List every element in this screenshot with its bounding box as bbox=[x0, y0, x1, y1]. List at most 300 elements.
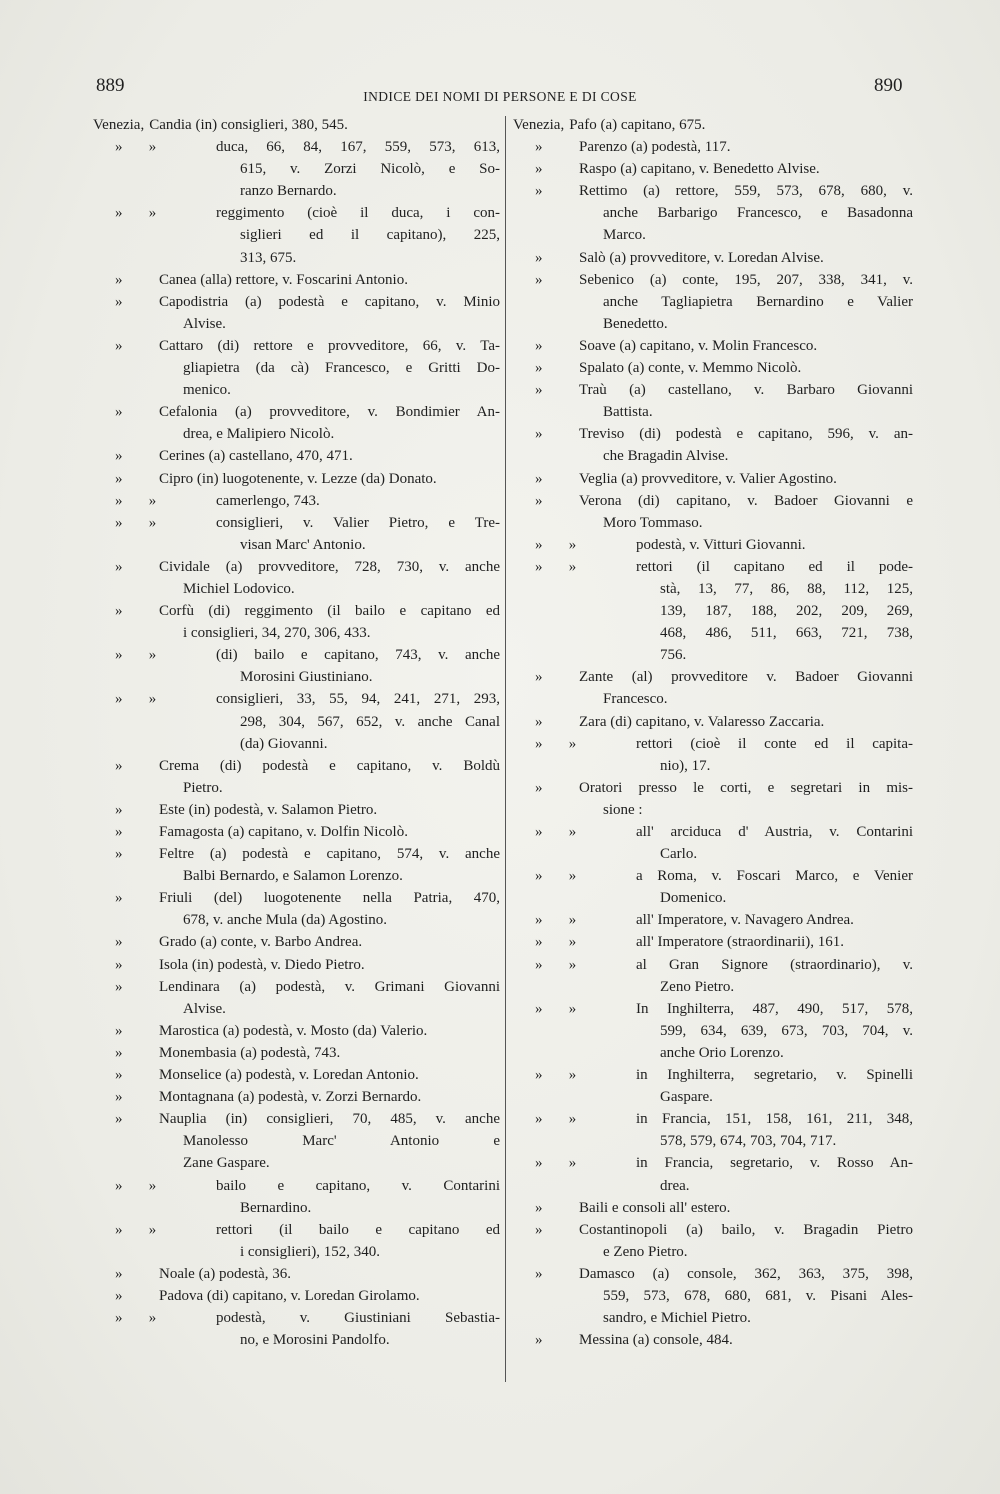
entry-line: Canea (alla) rettore, v. Foscarini Antonio. bbox=[159, 271, 408, 288]
index-entry bbox=[513, 180, 913, 246]
index-entry bbox=[93, 1064, 500, 1086]
entry-line: no, e Morosini Pandolfo. bbox=[240, 1332, 390, 1349]
entry-prefix: » » bbox=[115, 139, 157, 156]
entry-text bbox=[216, 490, 500, 512]
entry-line: consiglieri, 33, 55, 94, 241, 271, 293, bbox=[216, 691, 500, 708]
column-divider bbox=[505, 116, 506, 1382]
entry-line: Monembasia (a) podestà, 743. bbox=[159, 1044, 341, 1061]
entry-line: Marostica (a) podestà, v. Mosto (da) Valerio. bbox=[159, 1022, 428, 1039]
entry-line: visan Marc' Antonio. bbox=[240, 536, 366, 553]
entry-prefix: » » bbox=[535, 824, 577, 840]
entry-text bbox=[159, 1263, 500, 1285]
entry-prefix: » » bbox=[115, 514, 157, 531]
entry-prefix: » bbox=[535, 249, 543, 266]
entry-line: all' Imperatore (straordinarii), 161. bbox=[636, 934, 845, 951]
entry-prefix: » » bbox=[115, 647, 157, 664]
entry-text bbox=[579, 1197, 913, 1219]
entry-line: Benedetto. bbox=[603, 315, 668, 332]
entry-line: Montagnana (a) podestà, v. Zorzi Bernardo. bbox=[159, 1089, 422, 1106]
entry-text bbox=[579, 468, 913, 490]
entry-line: 313, 675. bbox=[240, 249, 297, 266]
index-entry bbox=[93, 468, 500, 490]
index-entry bbox=[93, 843, 500, 887]
index-entry bbox=[513, 379, 913, 423]
entry-prefix: » bbox=[115, 470, 123, 487]
entry-line: Moro Tommaso. bbox=[603, 514, 703, 531]
index-entry bbox=[93, 512, 500, 556]
entry-text bbox=[579, 357, 913, 379]
entry-line: Messina (a) console, 484. bbox=[579, 1332, 733, 1349]
entry-text bbox=[579, 777, 913, 821]
index-entry bbox=[513, 909, 913, 931]
index-entry bbox=[513, 556, 913, 666]
entry-line: Gaspare. bbox=[660, 1089, 713, 1106]
index-entry bbox=[513, 777, 913, 821]
entry-line: Pafo (a) capitano, 675. bbox=[569, 117, 706, 133]
entry-prefix: » bbox=[535, 669, 543, 686]
index-entry bbox=[513, 865, 913, 909]
entry-text bbox=[636, 556, 913, 666]
entry-line: drea. bbox=[660, 1177, 690, 1194]
entry-prefix: » » bbox=[535, 536, 577, 553]
entry-line: 559, 573, 678, 680, 681, v. Pisani Ales- bbox=[603, 1287, 913, 1304]
entry-text bbox=[216, 136, 500, 202]
entry-prefix: » bbox=[115, 448, 123, 465]
index-entry bbox=[93, 401, 500, 445]
entry-line: siglieri ed il capitano), 225, bbox=[240, 227, 500, 244]
index-entry bbox=[93, 976, 500, 1020]
entry-line: Zara (di) capitano, v. Valaresso Zaccaria. bbox=[579, 713, 825, 730]
entry-line: sione : bbox=[603, 801, 643, 818]
entry-prefix: » bbox=[115, 558, 123, 575]
entry-text bbox=[636, 998, 913, 1064]
entry-text bbox=[579, 666, 913, 710]
entry-text bbox=[636, 821, 913, 865]
entry-line: Lendinara (a) podestà, v. Grimani Giovanni bbox=[159, 978, 500, 995]
entry-text bbox=[636, 931, 913, 953]
index-entry bbox=[513, 666, 913, 710]
entry-text bbox=[159, 335, 500, 401]
entry-line: Balbi Bernardo, e Salamon Lorenzo. bbox=[183, 868, 403, 885]
entry-line: che Bragadin Alvise. bbox=[603, 448, 729, 465]
entry-text bbox=[569, 114, 913, 136]
entry-line: Cipro (in) luogotenente, v. Lezze (da) Donato. bbox=[159, 470, 437, 487]
entry-text bbox=[579, 1329, 913, 1351]
index-entry bbox=[93, 887, 500, 931]
entry-prefix: » bbox=[115, 934, 123, 951]
entry-text bbox=[159, 755, 500, 799]
entry-line: Isola (in) podestà, v. Diedo Pietro. bbox=[159, 956, 365, 973]
index-entry bbox=[93, 269, 500, 291]
index-entry bbox=[93, 1263, 500, 1285]
index-entry bbox=[93, 1042, 500, 1064]
entry-line: Friuli (del) luogotenente nella Patria, 470, bbox=[159, 890, 500, 907]
index-entry bbox=[93, 556, 500, 600]
entry-line: Capodistria (a) podestà e capitano, v. Minio bbox=[159, 293, 500, 310]
entry-prefix: » bbox=[115, 1265, 123, 1282]
entry-text bbox=[636, 1152, 913, 1196]
entry-line: a Roma, v. Foscari Marco, e Venier bbox=[636, 868, 913, 885]
entry-line: gliapietra (da cà) Francesco, e Gritti Do- bbox=[183, 360, 500, 377]
entry-text bbox=[579, 158, 913, 180]
index-entry bbox=[513, 468, 913, 490]
index-entry bbox=[93, 931, 500, 953]
index-entry bbox=[513, 711, 913, 733]
index-entry bbox=[513, 1064, 913, 1108]
index-entry bbox=[513, 136, 913, 158]
entry-prefix: » bbox=[115, 801, 123, 818]
entry-line: In Inghilterra, 487, 490, 517, 578, bbox=[636, 1000, 913, 1017]
entry-line: all' arciduca d' Austria, v. Contarini bbox=[636, 824, 913, 840]
index-entry bbox=[513, 534, 913, 556]
entry-line: sandro, e Michiel Pietro. bbox=[603, 1310, 751, 1327]
entry-line: Famagosta (a) capitano, v. Dolfin Nicolò. bbox=[159, 824, 408, 840]
entry-prefix: » » bbox=[535, 956, 577, 973]
entry-line: rettori (cioè il conte ed il capita- bbox=[636, 735, 913, 752]
entry-text bbox=[636, 865, 913, 909]
entry-line: camerlengo, 743. bbox=[216, 492, 320, 509]
index-entry bbox=[93, 954, 500, 976]
entry-text bbox=[216, 1219, 500, 1263]
entry-text bbox=[579, 1263, 913, 1329]
entry-text bbox=[579, 136, 913, 158]
entry-text bbox=[159, 468, 500, 490]
entry-prefix: » bbox=[535, 713, 543, 730]
entry-line: 615, v. Zorzi Nicolò, e So- bbox=[240, 161, 500, 178]
entry-line: reggimento (cioè il duca, i con- bbox=[216, 205, 500, 222]
entry-text bbox=[159, 556, 500, 600]
entry-line: 578, 579, 674, 703, 704, 717. bbox=[660, 1133, 837, 1150]
index-entry bbox=[93, 688, 500, 754]
entry-line: Bernardino. bbox=[240, 1199, 312, 1216]
running-title: INDICE DEI NOMI DI PERSONE E DI COSE bbox=[363, 89, 637, 104]
entry-line: (da) Giovanni. bbox=[240, 735, 328, 752]
entry-prefix: » bbox=[115, 1089, 123, 1106]
entry-line: 139, 187, 188, 202, 209, 269, bbox=[660, 603, 913, 620]
index-entry bbox=[93, 1175, 500, 1219]
entry-text bbox=[159, 1064, 500, 1086]
index-entry bbox=[513, 954, 913, 998]
index-entry bbox=[513, 490, 913, 534]
entry-text bbox=[579, 423, 913, 467]
index-entry bbox=[513, 158, 913, 180]
entry-text bbox=[636, 954, 913, 998]
entry-line: in Inghilterra, segretario, v. Spinelli bbox=[636, 1067, 913, 1084]
entry-text bbox=[216, 202, 500, 268]
index-entry bbox=[513, 1152, 913, 1196]
index-entry bbox=[93, 799, 500, 821]
entry-line: e Zeno Pietro. bbox=[603, 1243, 688, 1260]
entry-line: anche Barbarigo Francesco, e Basadonna bbox=[603, 205, 913, 222]
entry-text bbox=[579, 379, 913, 423]
entry-line: 468, 486, 511, 663, 721, 738, bbox=[660, 625, 913, 642]
index-entry bbox=[93, 821, 500, 843]
entry-line: 298, 304, 567, 652, v. anche Canal bbox=[240, 713, 500, 730]
entry-line: menico. bbox=[183, 382, 231, 399]
index-entry bbox=[93, 291, 500, 335]
entry-line: Morosini Giustiniano. bbox=[240, 669, 373, 686]
entry-line: Soave (a) capitano, v. Molin Francesco. bbox=[579, 337, 818, 354]
index-column-right bbox=[513, 114, 913, 1351]
index-entry bbox=[513, 335, 913, 357]
entry-prefix: » bbox=[115, 824, 123, 840]
entry-line: (di) bailo e capitano, 743, v. anche bbox=[216, 647, 500, 664]
entry-line: Zeno Pietro. bbox=[660, 978, 735, 995]
entry-prefix: » bbox=[115, 271, 123, 288]
page-number-right: 890 bbox=[874, 75, 903, 96]
entry-text bbox=[579, 490, 913, 534]
entry-prefix: » » bbox=[115, 1310, 157, 1327]
entry-prefix: » » bbox=[115, 1221, 157, 1238]
entry-line: Spalato (a) conte, v. Memmo Nicolò. bbox=[579, 360, 802, 377]
entry-line: Cattaro (di) rettore e provveditore, 66, v. Ta- bbox=[159, 337, 500, 354]
entry-prefix: » bbox=[535, 271, 543, 288]
entry-text bbox=[216, 688, 500, 754]
entry-text bbox=[149, 114, 500, 136]
entry-line: i consiglieri, 34, 270, 306, 433. bbox=[183, 625, 371, 642]
entry-text bbox=[159, 401, 500, 445]
entry-line: Crema (di) podestà e capitano, v. Boldù bbox=[159, 757, 500, 774]
entry-text bbox=[579, 335, 913, 357]
entry-line: rettori (il bailo e capitano ed bbox=[216, 1221, 500, 1238]
entry-prefix: » bbox=[535, 360, 543, 377]
entry-prefix: » bbox=[115, 603, 123, 620]
index-entry bbox=[93, 445, 500, 467]
entry-prefix: » » bbox=[535, 1155, 577, 1172]
entry-prefix: » » bbox=[115, 492, 157, 509]
index-entry bbox=[513, 269, 913, 335]
entry-line: Manolesso Marc' Antonio e bbox=[183, 1133, 500, 1150]
entry-line: Grado (a) conte, v. Barbo Andrea. bbox=[159, 934, 363, 951]
entry-line: 756. bbox=[660, 647, 687, 664]
index-entry bbox=[93, 1020, 500, 1042]
entry-text bbox=[159, 1108, 500, 1174]
entry-line: Rettimo (a) rettore, 559, 573, 678, 680, v. bbox=[579, 183, 913, 200]
entry-prefix: » bbox=[535, 183, 543, 200]
index-entry bbox=[513, 1219, 913, 1263]
entry-prefix: » bbox=[115, 1022, 123, 1039]
index-entry bbox=[513, 1197, 913, 1219]
entry-text bbox=[159, 1285, 500, 1307]
page-number-left: 889 bbox=[96, 75, 125, 96]
entry-line: Battista. bbox=[603, 404, 653, 421]
entry-text bbox=[159, 445, 500, 467]
entry-text bbox=[216, 644, 500, 688]
entry-line: Corfù (di) reggimento (il bailo e capitano ed bbox=[159, 603, 500, 620]
entry-text bbox=[159, 799, 500, 821]
entry-line: Salò (a) provveditore, v. Loredan Alvise. bbox=[579, 249, 824, 266]
index-entry bbox=[513, 931, 913, 953]
index-entry bbox=[93, 1086, 500, 1108]
entry-line: anche Orio Lorenzo. bbox=[660, 1044, 784, 1061]
entry-text bbox=[636, 534, 913, 556]
entry-prefix: » bbox=[535, 470, 543, 487]
index-entry bbox=[93, 136, 500, 202]
entry-line: Alvise. bbox=[183, 315, 226, 332]
entry-line: Treviso (di) podestà e capitano, 596, v. an- bbox=[579, 426, 913, 443]
entry-text bbox=[159, 1020, 500, 1042]
entry-text bbox=[159, 931, 500, 953]
entry-line: podestà, v. Giustiniani Sebastia- bbox=[216, 1310, 500, 1327]
entry-prefix: » bbox=[535, 426, 543, 443]
entry-prefix: » bbox=[115, 846, 123, 863]
entry-line: 599, 634, 639, 673, 703, 704, v. bbox=[660, 1022, 913, 1039]
entry-prefix: » » bbox=[115, 1177, 157, 1194]
entry-prefix: » » bbox=[535, 1000, 577, 1017]
entry-line: Pietro. bbox=[183, 779, 223, 796]
entry-line: Damasco (a) console, 362, 363, 375, 398, bbox=[579, 1265, 913, 1282]
entry-prefix: » bbox=[115, 757, 123, 774]
index-entry bbox=[93, 114, 500, 136]
entry-line: Sebenico (a) conte, 195, 207, 338, 341, v. bbox=[579, 271, 913, 288]
index-entry bbox=[513, 247, 913, 269]
index-entry bbox=[93, 1285, 500, 1307]
entry-line: Traù (a) castellano, v. Barbaro Giovanni bbox=[579, 382, 913, 399]
entry-prefix: » bbox=[535, 1332, 543, 1349]
entry-line: duca, 66, 84, 167, 559, 573, 613, bbox=[216, 139, 500, 156]
entry-line: Zante (al) provveditore v. Badoer Giovanni bbox=[579, 669, 913, 686]
entry-line: bailo e capitano, v. Contarini bbox=[216, 1177, 500, 1194]
entry-line: Cividale (a) provveditore, 728, 730, v. anche bbox=[159, 558, 500, 575]
entry-prefix: » bbox=[535, 337, 543, 354]
entry-prefix: Venezia, bbox=[93, 117, 145, 133]
entry-text bbox=[159, 821, 500, 843]
index-entry bbox=[93, 202, 500, 268]
index-entry bbox=[93, 1219, 500, 1263]
entry-line: Marco. bbox=[603, 227, 646, 244]
index-column-left bbox=[93, 114, 500, 1351]
entry-line: Padova (di) capitano, v. Loredan Girolamo. bbox=[159, 1287, 420, 1304]
entry-line: Candia (in) consiglieri, 380, 545. bbox=[149, 117, 348, 133]
entry-text bbox=[636, 1064, 913, 1108]
entry-prefix: » bbox=[535, 161, 543, 178]
entry-line: Costantinopoli (a) bailo, v. Bragadin Pietro bbox=[579, 1221, 913, 1238]
entry-line: Veglia (a) provveditore, v. Valier Agostino. bbox=[579, 470, 837, 487]
index-entry bbox=[513, 733, 913, 777]
entry-text bbox=[216, 1307, 500, 1351]
entry-line: Oratori presso le corti, e segretari in mis- bbox=[579, 779, 913, 796]
entry-line: Alvise. bbox=[183, 1000, 226, 1017]
entry-prefix: » bbox=[535, 779, 543, 796]
index-entry bbox=[93, 1108, 500, 1174]
entry-line: Domenico. bbox=[660, 890, 727, 907]
index-entry bbox=[513, 114, 913, 136]
entry-text bbox=[159, 976, 500, 1020]
entry-prefix: » bbox=[535, 382, 543, 399]
entry-line: Noale (a) podestà, 36. bbox=[159, 1265, 292, 1282]
entry-prefix: » » bbox=[535, 735, 577, 752]
entry-prefix: » » bbox=[535, 1111, 577, 1128]
entry-line: in Francia, 151, 158, 161, 211, 348, bbox=[636, 1111, 913, 1128]
entry-prefix: » bbox=[115, 1111, 123, 1128]
entry-line: Francesco. bbox=[603, 691, 668, 708]
index-entry bbox=[513, 357, 913, 379]
entry-line: podestà, v. Vitturi Giovanni. bbox=[636, 536, 806, 553]
entry-line: consiglieri, v. Valier Pietro, e Tre- bbox=[216, 514, 500, 531]
index-entry bbox=[513, 998, 913, 1064]
entry-prefix: » » bbox=[535, 558, 577, 575]
entry-prefix: » bbox=[535, 1221, 543, 1238]
entry-line: Carlo. bbox=[660, 846, 698, 863]
entry-line: Este (in) podestà, v. Salamon Pietro. bbox=[159, 801, 378, 818]
entry-line: drea, e Malipiero Nicolò. bbox=[183, 426, 335, 443]
entry-line: Feltre (a) podestà e capitano, 574, v. anche bbox=[159, 846, 500, 863]
entry-text bbox=[159, 1042, 500, 1064]
entry-text bbox=[216, 1175, 500, 1219]
entry-prefix: » » bbox=[535, 934, 577, 951]
index-entry bbox=[93, 335, 500, 401]
entry-line: stà, 13, 77, 86, 88, 112, 125, bbox=[660, 580, 913, 597]
index-entry bbox=[93, 490, 500, 512]
entry-line: Raspo (a) capitano, v. Benedetto Alvise. bbox=[579, 161, 820, 178]
entry-line: Monselice (a) podestà, v. Loredan Antonio. bbox=[159, 1067, 419, 1084]
entry-text bbox=[159, 887, 500, 931]
entry-line: Cefalonia (a) provveditore, v. Bondimier An- bbox=[159, 404, 500, 421]
entry-line: Verona (di) capitano, v. Badoer Giovanni e bbox=[579, 492, 913, 509]
entry-text bbox=[579, 711, 913, 733]
entry-prefix: » bbox=[115, 978, 123, 995]
entry-text bbox=[636, 909, 913, 931]
index-entry bbox=[93, 755, 500, 799]
entry-line: al Gran Signore (straordinario), v. bbox=[636, 956, 913, 973]
entry-line: Parenzo (a) podestà, 117. bbox=[579, 139, 731, 156]
entry-text bbox=[216, 512, 500, 556]
entry-prefix: » bbox=[115, 1287, 123, 1304]
entry-line: nio), 17. bbox=[660, 757, 711, 774]
index-entry bbox=[513, 423, 913, 467]
entry-text bbox=[159, 269, 500, 291]
entry-prefix: » » bbox=[535, 868, 577, 885]
entry-prefix: » bbox=[535, 1265, 543, 1282]
entry-line: in Francia, segretario, v. Rosso An- bbox=[636, 1155, 913, 1172]
entry-line: all' Imperatore, v. Navagero Andrea. bbox=[636, 912, 854, 929]
index-entry bbox=[513, 1108, 913, 1152]
entry-line: Zane Gaspare. bbox=[183, 1155, 270, 1172]
entry-prefix: » bbox=[115, 337, 123, 354]
entry-text bbox=[579, 1219, 913, 1263]
entry-line: 678, v. anche Mula (da) Agostino. bbox=[183, 912, 387, 929]
entry-text bbox=[579, 269, 913, 335]
entry-line: Michiel Lodovico. bbox=[183, 580, 295, 597]
entry-prefix: » » bbox=[115, 205, 157, 222]
entry-text bbox=[579, 180, 913, 246]
entry-text bbox=[159, 291, 500, 335]
entry-text bbox=[579, 247, 913, 269]
index-entry bbox=[93, 600, 500, 644]
entry-line: i consiglieri), 152, 340. bbox=[240, 1243, 380, 1260]
entry-text bbox=[159, 1086, 500, 1108]
entry-prefix: » bbox=[535, 139, 543, 156]
entry-prefix: » » bbox=[535, 912, 577, 929]
entry-prefix: » bbox=[115, 890, 123, 907]
entry-line: ranzo Bernardo. bbox=[240, 183, 337, 200]
entry-prefix: » » bbox=[115, 691, 157, 708]
entry-text bbox=[636, 1108, 913, 1152]
entry-prefix: » bbox=[115, 1044, 123, 1061]
index-entry bbox=[513, 1329, 913, 1351]
entry-line: anche Tagliapietra Bernardino e Valier bbox=[603, 293, 913, 310]
entry-prefix: » bbox=[535, 1199, 543, 1216]
index-entry bbox=[93, 644, 500, 688]
entry-prefix: » » bbox=[535, 1067, 577, 1084]
entry-prefix: Venezia, bbox=[513, 117, 565, 133]
entry-prefix: » bbox=[115, 1067, 123, 1084]
entry-prefix: » bbox=[115, 293, 123, 310]
entry-prefix: » bbox=[115, 956, 123, 973]
index-entry bbox=[513, 821, 913, 865]
entry-text bbox=[159, 600, 500, 644]
entry-prefix: » bbox=[535, 492, 543, 509]
